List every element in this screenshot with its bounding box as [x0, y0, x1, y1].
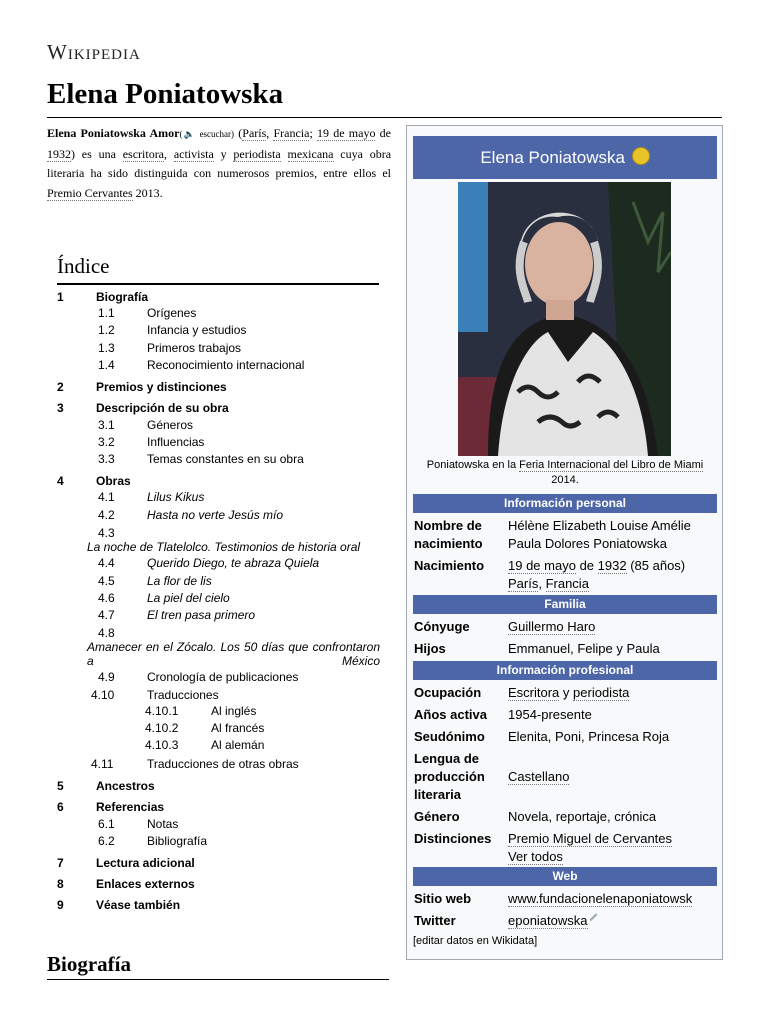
toc-number[interactable]: 3.3: [98, 452, 115, 466]
label-twitter: Twitter: [414, 913, 456, 928]
link-birth-year[interactable]: 1932: [597, 558, 627, 573]
link-birth-date[interactable]: 19 de mayo: [508, 558, 576, 573]
toc-entry[interactable]: Ancestros: [96, 779, 155, 793]
toc-entry[interactable]: Cronología de publicaciones: [147, 670, 299, 684]
link-sitio-web[interactable]: www.fundacionelenaponiatowsk: [508, 891, 693, 906]
toc-entry[interactable]: El tren pasa primero: [147, 608, 256, 622]
label-lengua: Lengua de producción literaria: [414, 751, 485, 802]
value-sitio: [508, 890, 713, 908]
toc-entry[interactable]: Lilus Kikus: [147, 490, 205, 504]
link-ver-todos[interactable]: Ver todos: [508, 849, 563, 864]
value-twitter: [508, 912, 718, 930]
toc-number[interactable]: 7: [57, 856, 64, 870]
toc-entry[interactable]: Notas: [147, 817, 179, 831]
speaker-icon[interactable]: 🔈: [182, 129, 197, 139]
toc-number[interactable]: 8: [57, 877, 64, 891]
site-logo[interactable]: Wikipedia: [47, 40, 141, 64]
label-distinciones: Distinciones: [414, 831, 492, 846]
subject-name: Elena Poniatowska Amor: [47, 126, 180, 140]
link-twitter[interactable]: eponiatowska: [508, 913, 588, 928]
link-date[interactable]: 19 de mayo: [317, 126, 376, 140]
toc-entry[interactable]: Hasta no verte Jesús mío: [147, 508, 284, 522]
toc-entry[interactable]: La flor de lis: [147, 574, 212, 588]
link-premio-cervantes[interactable]: Premio Cervantes: [47, 185, 133, 200]
link-feria[interactable]: Feria Internacional del Libro de Miami: [519, 459, 704, 471]
value-lengua: [508, 768, 718, 786]
toc-entry[interactable]: Infancia y estudios: [147, 323, 247, 337]
label-genero: Género: [414, 809, 460, 824]
value-hijos: Emmanuel, Felipe y Paula: [508, 641, 660, 656]
toc-entry[interactable]: La piel del cielo: [147, 591, 230, 605]
toc-entry[interactable]: Primeros trabajos: [147, 341, 242, 355]
value-ocupacion: Escritora y periodista: [508, 685, 630, 700]
value-anos: 1954-presente: [508, 707, 592, 722]
link-activista[interactable]: activista: [173, 146, 214, 161]
toc-entry[interactable]: Querido Diego, te abraza Quiela: [147, 556, 320, 570]
text-year2: 2013.: [135, 185, 163, 200]
intro-paragraph: Elena Poniatowska Amor(🔈 escuchar) (París, Francia; 19 de mayo de 1932) es una escritora, activista y periodista mexicana cuya obra literaria ha sido distinguida con numerosos premios, entre ellos el Premio Cervantes 2013.: [47, 126, 392, 200]
label-anos: Años activa: [414, 707, 487, 722]
value-genero: Novela, reportaje, crónica: [508, 809, 657, 824]
toc-entry[interactable]: Al francés: [211, 721, 265, 735]
toc-entry[interactable]: Influencias: [147, 435, 205, 449]
toc-entry[interactable]: Amanecer en el Zócalo. Los 50 días que confrontaron a México: [87, 640, 380, 668]
toc-number[interactable]: 1.2: [98, 323, 115, 337]
toc-number[interactable]: 4.2: [98, 508, 115, 522]
toc-number[interactable]: 4.8: [98, 626, 115, 640]
link-castellano[interactable]: Castellano: [508, 769, 570, 784]
label-nacimiento: Nacimiento: [414, 558, 485, 573]
toc-number[interactable]: 1.4: [98, 358, 115, 372]
edit-pencil-icon[interactable]: [589, 913, 603, 927]
link-periodista-ib[interactable]: periodista: [573, 685, 630, 700]
text-es-una: ) es una: [71, 146, 116, 161]
text-rest: cuya obra literaria ha sido distinguida con numerosos premios, entre ellos el: [47, 146, 392, 180]
link-conyuge[interactable]: Guillermo Haro: [508, 619, 596, 634]
value-nacimiento: 19 de mayo de 1932 (85 años) París, Francia: [508, 558, 686, 591]
toc-number[interactable]: 4.3: [98, 526, 115, 540]
page-title: Elena Poniatowska: [47, 78, 284, 110]
toc-entry[interactable]: Referencias: [96, 800, 165, 814]
photo-caption: Poniatowska en la Feria Internacional del Libro de Miami 2014.: [426, 459, 704, 486]
toc-entry[interactable]: Obras: [96, 474, 131, 488]
toc-number[interactable]: 4.1: [98, 490, 115, 504]
section-header-web: Web: [413, 867, 717, 886]
toc-number[interactable]: 1: [57, 290, 64, 304]
toc-entry[interactable]: Descripción de su obra: [96, 401, 229, 415]
text-de: de: [379, 126, 391, 140]
infobox: [406, 125, 723, 960]
link-mexicana[interactable]: mexicana: [287, 146, 334, 161]
link-year[interactable]: 1932: [47, 146, 71, 161]
toc-number[interactable]: 4.10.2: [145, 721, 179, 735]
toc-number[interactable]: 6.1: [98, 817, 115, 831]
text-y: y: [220, 146, 227, 161]
link-birth-city[interactable]: París: [508, 576, 539, 591]
toc-number[interactable]: 1.1: [98, 306, 115, 320]
toc-number[interactable]: 4.7: [98, 608, 115, 622]
toc-entry[interactable]: Reconocimiento internacional: [147, 358, 305, 372]
toc-entry[interactable]: Orígenes: [147, 306, 197, 320]
section-header-personal: Información personal: [413, 494, 717, 513]
toc-number[interactable]: 4: [57, 474, 64, 488]
listen-link[interactable]: (🔈 escuchar): [179, 129, 235, 139]
toc-number[interactable]: 4.4: [98, 556, 115, 570]
link-paris[interactable]: París: [242, 126, 267, 140]
toc-entry[interactable]: Lectura adicional: [96, 856, 195, 870]
section-header-familia: Familia: [413, 595, 717, 614]
link-escritora[interactable]: escritora: [122, 146, 165, 161]
label-sitio: Sitio web: [414, 891, 472, 906]
toc-number[interactable]: 9: [57, 898, 64, 912]
label-ocupacion: Ocupación: [414, 685, 482, 700]
toc-entry[interactable]: Bibliografía: [147, 834, 208, 848]
section-header-profesional: Información profesional: [413, 661, 717, 680]
toc-entry[interactable]: Géneros: [147, 418, 194, 432]
toc-number[interactable]: 6: [57, 800, 64, 814]
label-hijos: Hijos: [414, 641, 446, 656]
toc-number[interactable]: 4.5: [98, 574, 115, 588]
toc-number[interactable]: 6.2: [98, 834, 115, 848]
toc-entry[interactable]: Premios y distinciones: [96, 380, 227, 394]
link-escritora-ib[interactable]: Escritora: [508, 685, 560, 700]
link-birth-country[interactable]: Francia: [545, 576, 589, 591]
toc-number[interactable]: 4.11: [91, 757, 114, 771]
label-nombre: Nombre de nacimiento: [414, 518, 483, 551]
toc-number[interactable]: 3.1: [98, 418, 115, 432]
section-heading-biografia: Biografía: [47, 952, 131, 976]
toc-number[interactable]: 3: [57, 401, 64, 415]
toc-number[interactable]: 1.3: [98, 341, 115, 355]
toc-title: Índice: [57, 254, 110, 278]
infobox-title: Elena Poniatowska: [413, 136, 717, 179]
value-conyuge: [508, 618, 718, 636]
toc-entry[interactable]: Temas constantes en su obra: [147, 452, 304, 466]
section-divider: [47, 979, 389, 980]
link-periodista[interactable]: periodista: [233, 146, 281, 161]
toc-number[interactable]: 2: [57, 380, 64, 394]
link-francia[interactable]: Francia: [273, 126, 310, 140]
value-nombre: Hélène Elizabeth Louise Amélie Paula Dolores Poniatowska: [508, 518, 691, 551]
toc-number[interactable]: 3.2: [98, 435, 115, 449]
toc-entry[interactable]: Al alemán: [211, 738, 265, 752]
toc-number[interactable]: 4.9: [98, 670, 115, 684]
toc-entry[interactable]: Traducciones: [147, 688, 219, 702]
toc-entry[interactable]: Enlaces externos: [96, 877, 195, 891]
toc-entry[interactable]: Biografía: [96, 290, 149, 304]
value-distinciones: [508, 830, 718, 866]
toc-number[interactable]: 5: [57, 779, 64, 793]
toc-number[interactable]: 4.10.3: [145, 738, 179, 752]
toc-entry[interactable]: Traducciones de otras obras: [147, 757, 299, 771]
label-seudonimo: Seudónimo: [414, 729, 485, 744]
link-premio-cervantes-ib[interactable]: Premio Miguel de Cervantes: [508, 831, 673, 846]
toc-entry[interactable]: La noche de Tlatelolco. Testimonios de historia oral: [87, 540, 361, 554]
value-seudonimo: Elenita, Poni, Princesa Roja: [508, 729, 670, 744]
edit-wikidata-link[interactable]: [editar datos en Wikidata]: [413, 935, 538, 947]
toc-number[interactable]: 4.10: [91, 688, 115, 702]
portrait-photo[interactable]: [458, 182, 671, 456]
label-conyuge: Cónyuge: [414, 619, 470, 634]
toc-number[interactable]: 4.6: [98, 591, 115, 605]
medal-icon: [632, 147, 650, 165]
toc-number[interactable]: 4.10.1: [145, 704, 179, 718]
toc-entry[interactable]: Al inglés: [211, 704, 257, 718]
toc-entry[interactable]: Véase también: [96, 898, 181, 912]
